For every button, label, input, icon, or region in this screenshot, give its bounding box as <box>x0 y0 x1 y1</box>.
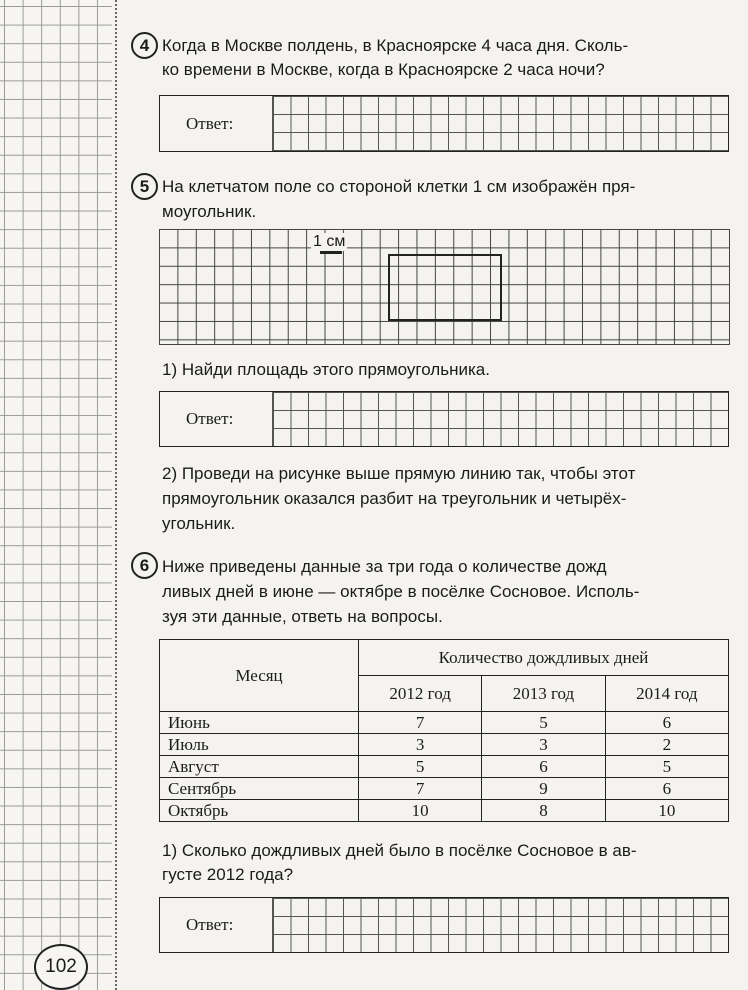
value-cell: 3 <box>482 734 605 756</box>
rectangle-figure <box>388 254 502 321</box>
answer-label: Ответ: <box>186 113 234 133</box>
table-row <box>160 734 729 756</box>
scale-bar <box>320 251 342 254</box>
value-cell: 8 <box>482 800 605 822</box>
table-row <box>160 756 729 778</box>
value-cell: 5 <box>605 756 728 778</box>
task-5-question-1: 1) Найди площадь этого прямоугольника. <box>162 360 490 379</box>
month-cell: Июль <box>160 734 359 756</box>
value-cell: 3 <box>359 734 482 756</box>
task-5-text-line-1: На клетчатом поле со стороной клетки 1 см изображён пря- <box>162 177 636 196</box>
margin-dotted-line <box>115 0 117 990</box>
task-4-answer-box[interactable] <box>159 95 729 152</box>
task-5-question-2-line-1: 2) Проведи на рисунке выше прямую линию так, чтобы этот <box>162 464 636 483</box>
task-5-answer-box[interactable] <box>159 391 729 447</box>
answer-label: Ответ: <box>186 409 234 428</box>
month-header: Месяц <box>160 640 359 712</box>
answer-grid[interactable] <box>272 96 728 151</box>
month-cell: Октябрь <box>160 800 359 822</box>
year-header: 2012 год <box>359 676 482 712</box>
task-4-number: 4 <box>131 32 158 59</box>
value-cell: 6 <box>605 712 728 734</box>
value-cell: 7 <box>359 778 482 800</box>
month-cell: Июнь <box>160 712 359 734</box>
task-6-text-line-1: Ниже приведены данные за три года о количестве дожд <box>162 557 607 576</box>
value-cell: 9 <box>482 778 605 800</box>
value-cell: 5 <box>359 756 482 778</box>
page-number: 102 <box>34 944 88 990</box>
value-cell: 5 <box>482 712 605 734</box>
task-4-text-line-2: ко времени в Москве, когда в Красноярске 2 часа ночи? <box>162 60 605 79</box>
answer-label: Ответ: <box>186 915 234 934</box>
task-6-answer-box[interactable] <box>159 897 729 953</box>
value-cell: 10 <box>605 800 728 822</box>
task-6-question-1-line-2: густе 2012 года? <box>162 865 294 884</box>
task-6-number: 6 <box>131 552 158 579</box>
task-5-question-2-line-2: прямоугольник оказался разбит на треугольник и четырёх- <box>162 489 627 508</box>
answer-grid[interactable] <box>272 392 728 446</box>
task-6-text-line-2: ливых дней в июне — октябре в посёлке Сосновое. Исполь- <box>162 582 640 601</box>
task-5-text-line-2: моугольник. <box>162 202 257 221</box>
value-cell: 6 <box>482 756 605 778</box>
table-row <box>160 778 729 800</box>
table-row <box>160 712 729 734</box>
value-cell: 10 <box>359 800 482 822</box>
task-6-text-line-3: зуя эти данные, ответь на вопросы. <box>162 607 443 626</box>
rainy-days-table <box>159 639 729 822</box>
rainy-days-header: Количество дождливых дней <box>359 640 729 676</box>
year-header: 2013 год <box>482 676 605 712</box>
table-row <box>160 800 729 822</box>
value-cell: 2 <box>605 734 728 756</box>
scale-label: 1 см <box>313 233 346 250</box>
month-cell: Август <box>160 756 359 778</box>
value-cell: 7 <box>359 712 482 734</box>
task-5-question-2-line-3: угольник. <box>162 514 236 533</box>
task-6-question-1-line-1: 1) Сколько дождливых дней было в посёлке Сосновое в ав- <box>162 841 637 860</box>
year-header: 2014 год <box>605 676 728 712</box>
task-5-number: 5 <box>131 173 158 200</box>
month-cell: Сентябрь <box>160 778 359 800</box>
value-cell: 6 <box>605 778 728 800</box>
margin-grid <box>0 0 112 990</box>
answer-grid[interactable] <box>272 898 728 952</box>
task-4-text-line-1: Когда в Москве полдень, в Красноярске 4 часа дня. Сколь- <box>162 36 629 55</box>
